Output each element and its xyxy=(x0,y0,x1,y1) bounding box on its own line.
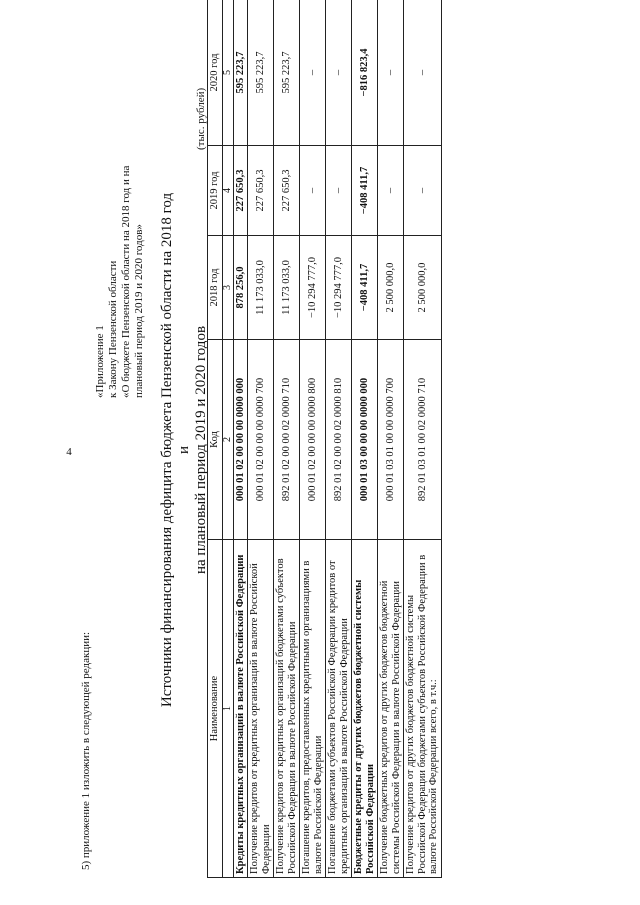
row-name: Получение кредитов от кредитных организаций в валюте Российской Федерации xyxy=(248,540,274,878)
row-value-2018: 878 256,0 xyxy=(233,236,248,340)
row-value-2020: −816 823,4 xyxy=(352,0,378,146)
row-value-2019: – xyxy=(326,146,352,236)
row-code: 892 01 03 01 00 02 0000 710 xyxy=(404,340,442,540)
amendment-intro-text: 5) приложение 1 изложить в следующей редакции: xyxy=(80,631,92,870)
appendix-line-1: к Закону Пензенской области xyxy=(107,260,119,398)
row-value-2020: – xyxy=(378,0,404,146)
row-value-2020: 595 223,7 xyxy=(248,0,274,146)
rotated-page-content xyxy=(0,10,640,890)
unit-note: (тыс. рублей) xyxy=(195,87,207,150)
column-number: 1 xyxy=(222,540,233,878)
title-line-2: на плановый период 2019 и 2020 годов xyxy=(193,325,209,575)
table-row xyxy=(404,0,442,878)
row-value-2018: 2 500 000,0 xyxy=(404,236,442,340)
row-code: 892 01 02 00 00 02 0000 810 xyxy=(326,340,352,540)
row-name: Получение кредитов от других бюджетов бюджетной системы Российской Федерации бюджетами субъектов Российской Федерации в валюте Российской Федерации всего, в т.ч.: xyxy=(404,540,442,878)
row-value-2018: −10 294 777,0 xyxy=(300,236,326,340)
row-name: Получение кредитов от кредитных организаций бюджетами субъектов Российской Федерации в валюте Российской Федерации xyxy=(274,540,300,878)
row-value-2018: 2 500 000,0 xyxy=(378,236,404,340)
row-code: 000 01 02 00 00 00 0000 700 xyxy=(248,340,274,540)
row-value-2020: 595 223,7 xyxy=(233,0,248,146)
row-name: Погашение кредитов, предоставленных кредитными организациями в валюте Российской Федерации xyxy=(300,540,326,878)
row-value-2020: 595 223,7 xyxy=(274,0,300,146)
column-number: 3 xyxy=(222,236,233,340)
table-row xyxy=(352,0,378,878)
row-value-2019: −408 411,7 xyxy=(352,146,378,236)
row-name: Погашение бюджетами субъектов Российской Федерации кредитов от кредитных организаций в валюте Российской Федерации xyxy=(326,540,352,878)
table-body xyxy=(233,0,441,878)
document-title xyxy=(159,190,210,710)
row-value-2018: −10 294 777,0 xyxy=(326,236,352,340)
header-code: Код xyxy=(208,340,223,540)
column-number: 2 xyxy=(222,340,233,540)
appendix-header xyxy=(94,166,146,398)
financing-sources-table xyxy=(207,0,442,878)
row-code: 892 01 02 00 00 02 0000 710 xyxy=(274,340,300,540)
table-row xyxy=(326,0,352,878)
column-number: 4 xyxy=(222,146,233,236)
page-number: 4 xyxy=(66,446,72,458)
table-row xyxy=(274,0,300,878)
row-value-2020: – xyxy=(404,0,442,146)
header-2019: 2019 год xyxy=(208,146,223,236)
table-row xyxy=(248,0,274,878)
appendix-label: «Приложение 1 xyxy=(94,325,106,398)
row-value-2018: 11 173 033,0 xyxy=(274,236,300,340)
row-value-2019: 227 650,3 xyxy=(233,146,248,236)
row-value-2019: – xyxy=(378,146,404,236)
row-code: 000 01 03 00 00 00 0000 000 xyxy=(352,340,378,540)
table-row xyxy=(300,0,326,878)
appendix-line-2: «О бюджете Пензенской области на 2018 год и на xyxy=(120,165,132,398)
row-value-2020: – xyxy=(326,0,352,146)
row-code: 000 01 02 00 00 00 0000 000 xyxy=(233,340,248,540)
title-line-1: Источники финансирования дефицита бюджета Пензенской области на 2018 год и xyxy=(159,192,192,708)
row-code: 000 01 02 00 00 00 0000 800 xyxy=(300,340,326,540)
row-value-2018: −408 411,7 xyxy=(352,236,378,340)
row-value-2019: – xyxy=(404,146,442,236)
table-row xyxy=(378,0,404,878)
row-value-2018: 11 173 033,0 xyxy=(248,236,274,340)
row-value-2020: – xyxy=(300,0,326,146)
row-name: Бюджетные кредиты от других бюджетов бюджетной системы Российской Федерации xyxy=(352,540,378,878)
table-header-row xyxy=(208,0,223,878)
row-value-2019: – xyxy=(300,146,326,236)
column-number-row xyxy=(222,0,233,878)
row-code: 000 01 03 01 00 00 0000 700 xyxy=(378,340,404,540)
header-2020: 2020 год xyxy=(208,0,223,146)
table-row xyxy=(233,0,248,878)
header-2018: 2018 год xyxy=(208,236,223,340)
column-number: 5 xyxy=(222,0,233,146)
appendix-line-3: плановый период 2019 и 2020 годов» xyxy=(133,224,145,398)
row-name: Кредиты кредитных организаций в валюте Российской Федерации xyxy=(233,540,248,878)
row-value-2019: 227 650,3 xyxy=(248,146,274,236)
header-name: Наименование xyxy=(208,540,223,878)
row-name: Получение бюджетных кредитов от других бюджетов бюджетной системы Российской Федерации в валюте Российской Федерации xyxy=(378,540,404,878)
row-value-2019: 227 650,3 xyxy=(274,146,300,236)
